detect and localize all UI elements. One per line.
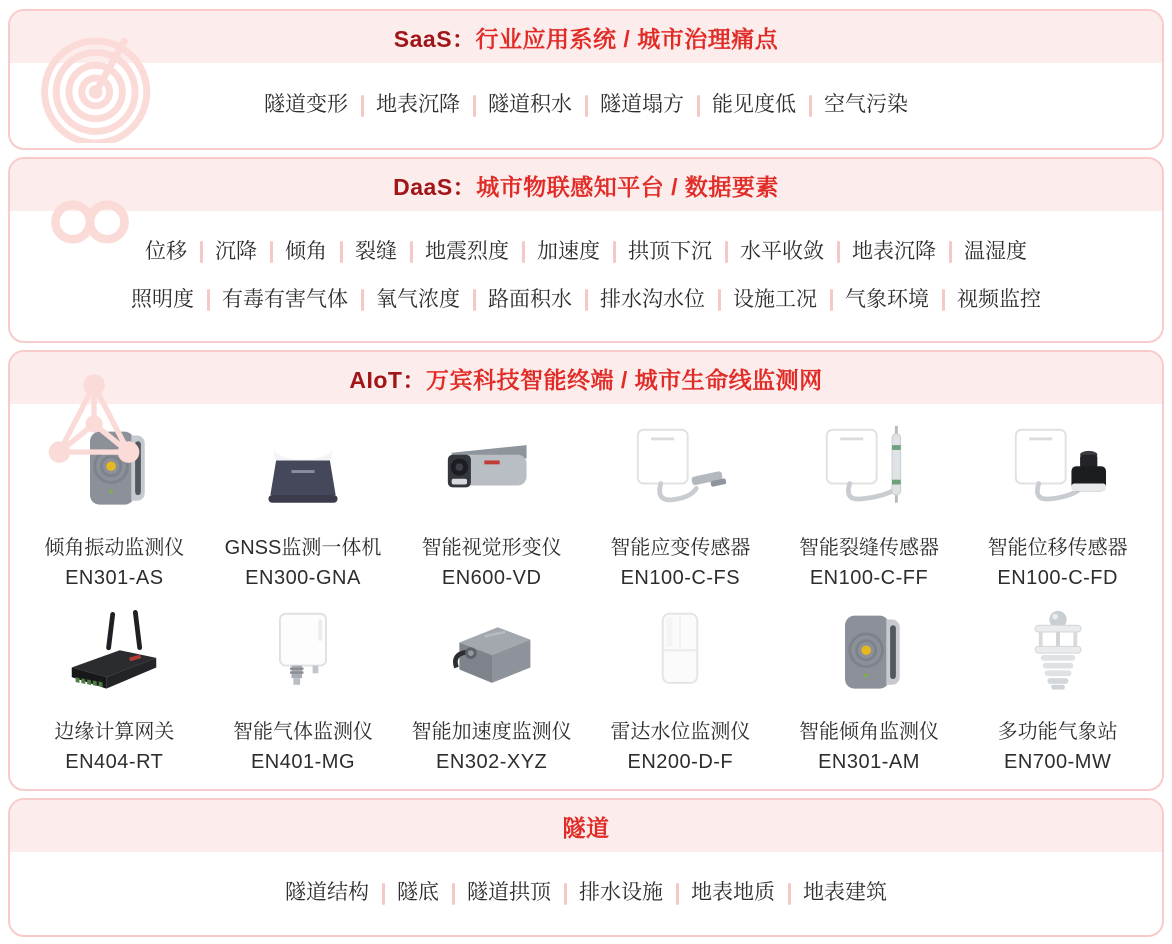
list-item: 氧气浓度 [362,287,474,313]
product-model: EN302-XYZ [436,751,548,773]
list-item: 隧道积水 [474,92,586,118]
list-item: 隧道塌方 [586,92,698,118]
tunnel-title-band [10,800,1162,852]
tunnel-items-row [10,880,1162,906]
tilt-vibration-device-image [44,424,184,520]
product-card [397,600,586,774]
aiot-products-grid [10,404,1162,774]
tilt-monitor-image [799,608,939,704]
product-name: 智能视觉形变仪 [421,537,562,559]
product-name: 智能位移传感器 [987,537,1128,559]
product-card [775,416,964,590]
list-item: 有毒有害气体 [208,287,362,313]
accelerometer-image [422,608,562,704]
product-card [397,416,586,590]
list-item: 温湿度 [950,239,1041,265]
product-card [775,600,964,774]
saas-body [10,63,1162,148]
list-item: 拱顶下沉 [614,239,726,265]
product-card [20,416,209,590]
product-name: 智能加速度监测仪 [411,721,572,743]
list-item: 隧道变形 [264,93,348,117]
tunnel-title [563,810,610,843]
product-name: 智能应变传感器 [610,537,751,559]
daas-items-row-1 [10,239,1162,265]
list-item: 沉降 [201,239,271,265]
tunnel-title-text: 隧道 [562,814,610,841]
list-item: 空气污染 [810,92,922,118]
list-item: 地表建筑 [789,880,901,906]
product-card [963,600,1152,774]
saas-title-band [10,11,1162,63]
product-card [209,600,398,774]
list-item: 地表沉降 [838,239,950,265]
product-model: EN401-MG [250,751,355,773]
list-item: 隧道结构 [285,881,369,905]
list-item: 视频监控 [943,287,1055,313]
aiot-title [349,362,822,395]
aiot-title-main: 万宾科技智能终端 / 城市生命线监测网 [425,366,823,393]
product-model: EN200-D-F [627,751,734,773]
radar-level-image [610,608,750,704]
list-item: 水平收敛 [726,239,838,265]
product-name: 边缘计算网关 [54,721,175,743]
product-model: EN301-AM [818,751,920,773]
saas-section-card [8,9,1164,150]
list-item: 设施工况 [719,287,831,313]
list-item: 加速度 [523,239,614,265]
list-item: 路面积水 [474,287,586,313]
product-model: EN300-GNA [245,567,361,589]
product-card [209,416,398,590]
list-item: 倾角 [271,239,341,265]
product-name: 倾角振动监测仪 [44,537,185,559]
crack-sensor-image [799,424,939,520]
product-model: EN100-C-FS [620,567,741,589]
product-model: EN700-MW [1003,751,1112,773]
list-item: 地表地质 [677,880,789,906]
list-item: 地表沉降 [362,92,474,118]
product-model: EN600-VD [441,567,542,589]
tunnel-section-card [8,798,1164,937]
list-item: 气象环境 [831,287,943,313]
vision-camera-image [422,424,562,520]
daas-title-band [10,159,1162,211]
product-model: EN404-RT [65,751,164,773]
displacement-sensor-image [988,424,1128,520]
aiot-section-card [8,350,1164,791]
list-item: 隧道拱顶 [453,880,565,906]
list-item: 能见度低 [698,92,810,118]
daas-title-main: 城市物联感知平台 / 数据要素 [476,173,779,200]
edge-gateway-image [44,608,184,704]
product-name: 智能倾角监测仪 [798,721,939,743]
saas-title-prefix: SaaS： [393,25,476,52]
strain-sensor-image [610,424,750,520]
daas-title [393,169,779,202]
list-item: 隧底 [383,880,453,906]
daas-body [10,211,1162,341]
list-item: 地震烈度 [411,239,523,265]
weather-station-image [988,608,1128,704]
product-card [586,416,775,590]
list-item: 排水设施 [565,880,677,906]
tunnel-body [10,852,1162,935]
list-item: 位移 [145,239,187,263]
product-card [963,416,1152,590]
product-model: EN100-C-FD [997,567,1118,589]
daas-title-prefix: DaaS： [393,173,477,200]
gnss-device-image [233,424,373,520]
product-name: 智能气体监测仪 [232,721,373,743]
product-card [586,600,775,774]
aiot-title-band [10,352,1162,404]
aiot-title-prefix: AIoT： [349,366,426,393]
product-name: 多功能气象站 [997,721,1118,743]
product-name: GNSS监测一体机 [224,537,382,559]
saas-title [394,21,778,54]
product-model: EN301-AS [65,567,164,589]
list-item: 裂缝 [341,239,411,265]
product-name: 雷达水位监测仪 [610,721,751,743]
gas-monitor-image [233,608,373,704]
list-item: 照明度 [131,288,194,311]
daas-section-card [8,157,1164,343]
list-item: 排水沟水位 [586,287,719,313]
product-model: EN100-C-FF [809,567,929,589]
saas-title-main: 行业应用系统 / 城市治理痛点 [475,25,779,52]
daas-items-row-2 [10,287,1162,313]
product-card [20,600,209,774]
product-name: 智能裂缝传感器 [798,537,939,559]
saas-items-row [10,92,1162,118]
